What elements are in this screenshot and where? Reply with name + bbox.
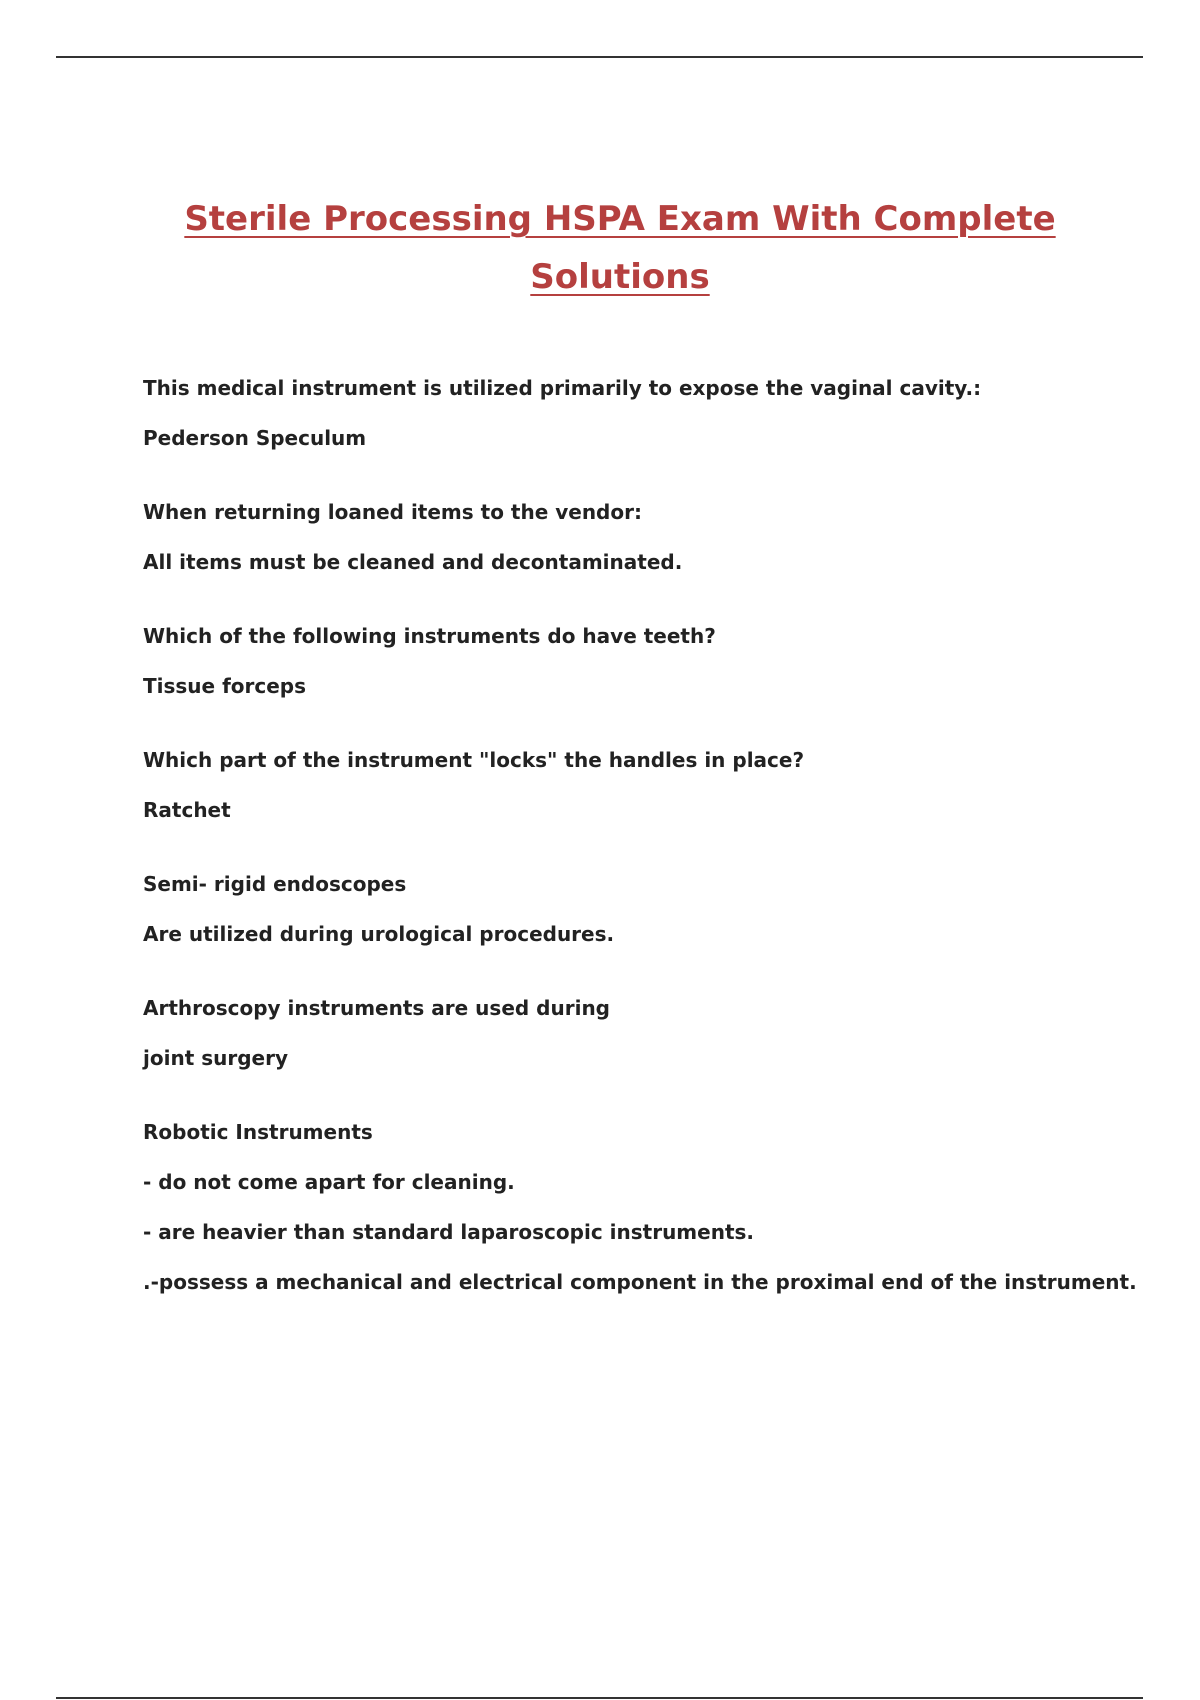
answer-text: - do not come apart for cleaning. — [143, 1170, 515, 1194]
question-text: Which part of the instrument "locks" the handles in place? — [143, 748, 805, 772]
answer-text: .-possess a mechanical and electrical component in the proximal end of the instrument. — [143, 1270, 1137, 1294]
question-text: Arthroscopy instruments are used during — [143, 996, 610, 1020]
answer-text: Tissue forceps — [143, 674, 307, 698]
answer-text: Are utilized during urological procedures. — [143, 922, 615, 946]
title-line-1: Sterile Processing HSPA Exam With Complete — [184, 199, 1056, 239]
answer-text: joint surgery — [143, 1046, 288, 1070]
qa-item — [143, 996, 1143, 1071]
qa-item — [143, 748, 1143, 823]
bottom-rule — [56, 1697, 1143, 1699]
question-text: Robotic Instruments — [143, 1120, 373, 1144]
title-line-2: Solutions — [530, 257, 710, 297]
answer-text: Pederson Speculum — [143, 426, 367, 450]
qa-item — [143, 500, 1143, 575]
question-text: This medical instrument is utilized primarily to expose the vaginal cavity.: — [143, 376, 982, 400]
qa-item — [143, 624, 1143, 699]
qa-item — [143, 872, 1143, 947]
qa-list — [143, 376, 1143, 1344]
question-text: Semi- rigid endoscopes — [143, 872, 407, 896]
qa-item — [143, 376, 1143, 451]
document-title — [140, 190, 1100, 306]
qa-item — [143, 1120, 1143, 1295]
answer-text: - are heavier than standard laparoscopic instruments. — [143, 1220, 755, 1244]
answer-text: Ratchet — [143, 798, 231, 822]
question-text: When returning loaned items to the vendor: — [143, 500, 642, 524]
question-text: Which of the following instruments do have teeth? — [143, 624, 716, 648]
top-rule — [56, 56, 1143, 58]
answer-text: All items must be cleaned and decontaminated. — [143, 550, 683, 574]
